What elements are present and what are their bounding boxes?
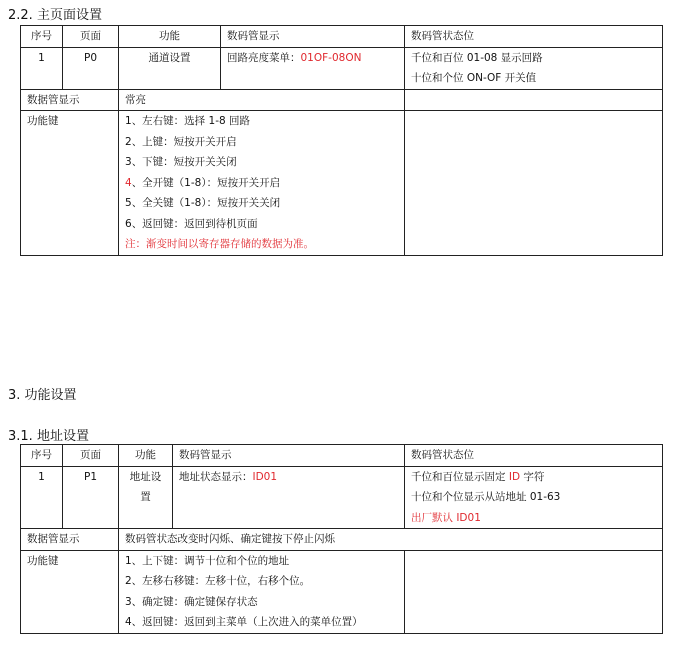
empty-cell <box>405 89 663 111</box>
display-row <box>21 89 663 111</box>
key-item: 2、上键：短按开关开启 <box>125 135 237 148</box>
header-function: 功能 <box>119 26 221 48</box>
key-item: 4、返回键：返回到主菜单（上次进入的菜单位置） <box>125 616 363 628</box>
empty-cell <box>405 550 663 633</box>
header-function: 功能 <box>119 445 173 467</box>
keys-list <box>119 550 405 633</box>
cell-page: P1 <box>63 466 119 529</box>
table-row <box>21 47 663 89</box>
key-item: 6、返回键：返回到待机页面 <box>125 217 258 230</box>
key-item: 2、左移右移键：左移十位，右移个位。 <box>125 575 311 587</box>
cell-status <box>405 466 663 529</box>
key-item: 4、全开键（1-8）：短按开关开启 <box>125 176 281 189</box>
header-display: 数码管显示 <box>221 26 405 48</box>
table-row <box>21 466 663 529</box>
table-header-row <box>21 26 663 48</box>
keys-row <box>21 550 663 633</box>
header-page: 页面 <box>63 445 119 467</box>
header-no: 序号 <box>21 445 63 467</box>
cell-no: 1 <box>21 47 63 89</box>
cell-function: 通道设置 <box>119 47 221 89</box>
header-status: 数码管状态位 <box>405 26 663 48</box>
status-line: 出厂默认 ID01 <box>411 511 481 524</box>
cell-function: 地址设 置 <box>119 466 173 529</box>
address-settings-table <box>20 444 663 634</box>
display-label: 数据管显示 <box>21 89 119 111</box>
display-label: 数据管显示 <box>21 529 119 551</box>
display-value: 01OF-08ON <box>300 51 362 64</box>
status-line: 千位和百位显示固定 ID 字符 <box>411 470 545 483</box>
keys-label: 功能键 <box>21 111 119 256</box>
table-header-row <box>21 445 663 467</box>
section-3-1-heading: 3.1. 地址设置 <box>8 429 89 444</box>
key-item: 1、左右键：选择 1-8 回路 <box>125 115 251 127</box>
key-item: 3、确定键：确定键保存状态 <box>125 595 258 608</box>
header-no: 序号 <box>21 26 63 48</box>
key-item: 5、全关键（1-8）：短按开关关闭 <box>125 197 281 209</box>
status-line: 十位和个位显示从站地址 01-63 <box>411 491 561 503</box>
keys-label: 功能键 <box>21 550 119 633</box>
header-display: 数码管显示 <box>173 445 405 467</box>
status-line: 十位和个位 ON-OF 开关值 <box>411 72 537 84</box>
display-prefix: 地址状态显示： <box>179 470 253 483</box>
display-text: 常亮 <box>119 89 405 111</box>
header-page: 页面 <box>63 26 119 48</box>
header-status: 数码管状态位 <box>405 445 663 467</box>
cell-page: P0 <box>63 47 119 89</box>
cell-display <box>173 466 405 529</box>
keys-list <box>119 111 405 256</box>
display-value: ID01 <box>252 470 278 483</box>
keys-row <box>21 111 663 256</box>
main-page-settings-table <box>20 25 663 256</box>
note-text: 注：渐变时间以寄存器存储的数据为准。 <box>125 238 314 250</box>
cell-status <box>405 47 663 89</box>
empty-cell <box>405 111 663 256</box>
cell-display <box>221 47 405 89</box>
display-prefix: 回路亮度菜单： <box>227 51 301 64</box>
display-text: 数码管状态改变时闪烁、确定键按下停止闪烁 <box>119 529 663 551</box>
section-3-heading: 3. 功能设置 <box>8 388 77 403</box>
display-row <box>21 529 663 551</box>
cell-no: 1 <box>21 466 63 529</box>
key-item: 1、上下键：调节十位和个位的地址 <box>125 554 290 567</box>
status-line: 千位和百位 01-08 显示回路 <box>411 51 543 64</box>
section-2-2-heading: 2.2. 主页面设置 <box>8 8 102 23</box>
key-item: 3、下键：短按开关关闭 <box>125 156 237 168</box>
